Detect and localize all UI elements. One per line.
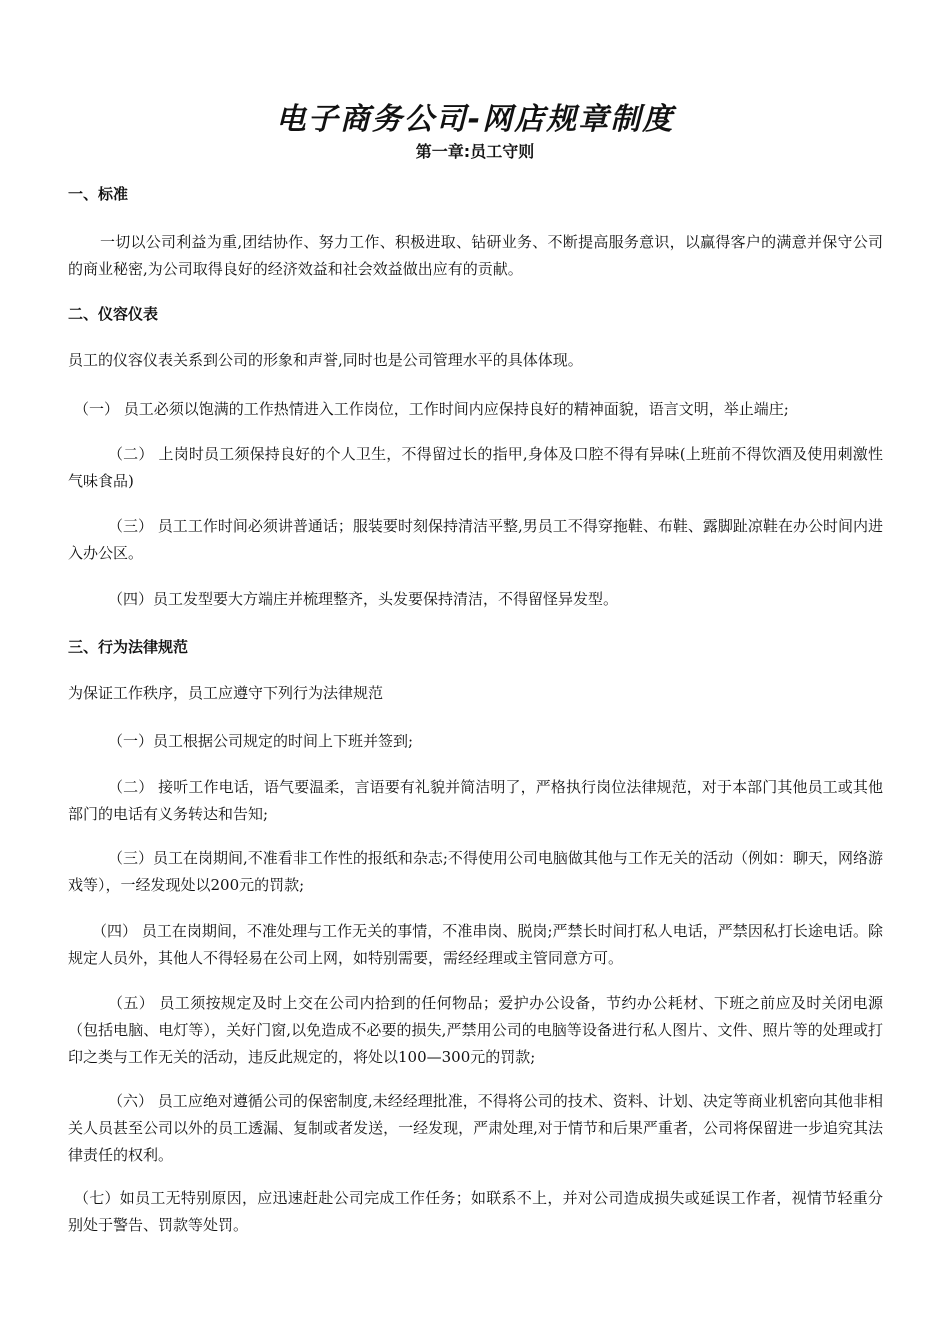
paragraph: 一切以公司利益为重,团结协作、努力工作、积极进取、钻研业务、不断提高服务意识，以赢得客户的满意并保守公司的商业秘密,为公司取得良好的经济效益和社会效益做出应有的贡献。: [68, 233, 883, 278]
paragraph: （四） 员工在岗期间，不准处理与工作无关的事情，不准串岗、脱岗;严禁长时间打私人电话，严禁因私打长途电话。除规定人员外，其他人不得轻易在公司上网，如特别需要，需经经理或主管同意方可。: [68, 922, 883, 967]
document-title: 电子商务公司-网店规章制度: [275, 102, 675, 137]
paragraph: （四）员工发型要大方端庄并梳理整齐，头发要保持清洁，不得留怪异发型。: [108, 590, 619, 608]
chapter-title: 第一章:员工守则: [415, 142, 535, 161]
paragraph: （三）员工在岗期间,不准看非工作性的报纸和杂志;不得使用公司电脑做其他与工作无关的活动（例如：聊天，网络游戏等），一经发现处以200元的罚款;: [68, 849, 883, 894]
section-heading-appearance: 二、仪容仪表: [68, 305, 159, 323]
paragraph: （一） 员工必须以饱满的工作热情进入工作岗位，工作时间内应保持良好的精神面貌，语言文明，举止端庄;: [74, 400, 789, 418]
section-heading-conduct: 三、行为法律规范: [68, 638, 189, 656]
paragraph: （二） 上岗时员工须保持良好的个人卫生，不得留过长的指甲,身体及口腔不得有异味(上班前不得饮酒及使用刺激性气味食品): [68, 445, 883, 490]
section-heading-standard: 一、标准: [68, 185, 129, 203]
paragraph: （三） 员工工作时间必须讲普通话；服装要时刻保持清洁平整,男员工不得穿拖鞋、布鞋、露脚趾凉鞋在办公时间内进入办公区。: [68, 517, 883, 562]
paragraph: （七）如员工无特别原因，应迅速赶赴公司完成工作任务；如联系不上，并对公司造成损失或延误工作者，视情节轻重分别处于警告、罚款等处罚。: [68, 1189, 883, 1234]
paragraph: 为保证工作秩序，员工应遵守下列行为法律规范: [68, 684, 384, 702]
paragraph: （五） 员工须按规定及时上交在公司内拾到的任何物品；爱护办公设备，节约办公耗材、下班之前应及时关闭电源（包括电脑、电灯等），关好门窗,以免造成不必要的损失,严禁用公司的电脑等设备进行私人图片、文件、照片等的处理或打印之类与工作无关的活动，违反此规定的，将处以100—300元的罚款;: [68, 994, 883, 1066]
paragraph: （二） 接听工作电话，语气要温柔，言语要有礼貌并简洁明了，严格执行岗位法律规范，对于本部门其他员工或其他部门的电话有义务转达和告知;: [68, 778, 883, 823]
paragraph: （一）员工根据公司规定的时间上下班并签到;: [108, 732, 414, 750]
paragraph: （六） 员工应绝对遵循公司的保密制度,未经经理批准，不得将公司的技术、资料、计划、决定等商业机密向其他非相关人员甚至公司以外的员工透漏、复制或者发送，一经发现，严肃处理,对于情节和后果严重者，公司将保留进一步追究其法律责任的权利。: [68, 1092, 883, 1164]
paragraph: 员工的仪容仪表关系到公司的形象和声誉,同时也是公司管理水平的具体体现。: [68, 351, 583, 369]
